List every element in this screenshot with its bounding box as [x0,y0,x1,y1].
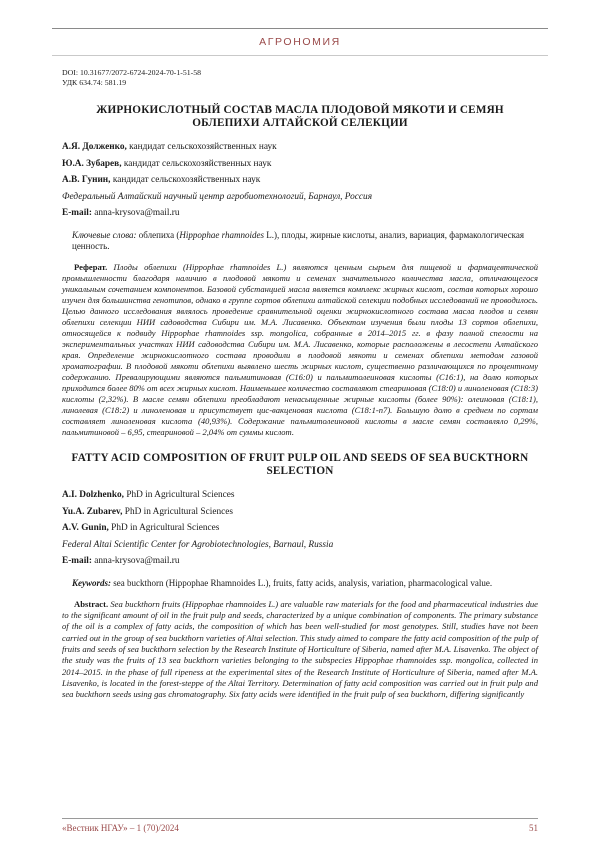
author-ru [62,159,538,171]
english-section [62,490,538,700]
keywords-text-1: облепиха ( [136,229,180,240]
doi: DOI: 10.31677/2072-6724-2024-70-1-51-58 [62,68,202,77]
email-en [62,556,538,568]
page-number: 51 [529,823,538,833]
author-name: А.В. Гунин, [62,175,111,185]
email-label: E-mail: [62,208,92,218]
keywords-label: Keywords: [72,577,111,588]
author-name: Ю.А. Зубарев, [62,158,122,169]
author-degree: PhD in Agricultural Sciences [122,506,233,517]
keywords-ru [72,230,538,253]
author-en [62,523,538,535]
affiliation-en: Federal Altai Scientific Center for Agrobiotechnologies, Barnaul, Russia [62,539,334,550]
author-degree: кандидат сельскохозяйственных наук [126,142,277,152]
email-address[interactable]: anna-krysova@mail.ru [91,556,180,567]
page-footer [62,818,538,833]
author-degree: PhD in Agricultural Sciences [124,490,235,501]
keywords-label: Ключевые слова: [72,229,137,240]
email-ru [62,208,538,220]
abstract-en [62,599,538,701]
author-degree: кандидат сельскохозяйственных наук [110,175,261,185]
abstract-ru [62,262,538,438]
section-title: АГРОНОМИЯ [259,36,341,48]
keywords-latin: Hippophae rhamnoides [179,229,264,240]
title-ru: ЖИРНОКИСЛОТНЫЙ СОСТАВ МАСЛА ПЛОДОВОЙ МЯКОТИ И СЕМЯН ОБЛЕПИХИ АЛТАЙСКОЙ СЕЛЕКЦИИ [96,104,504,129]
keywords-text-2: L.), плоды, жирные кислоты, анализ, вариация, фармакологическая ценность. [72,229,525,251]
journal-name: «Вестник НГАУ» – 1 (70)/2024 [62,823,179,833]
title-en: FATTY ACID COMPOSITION OF FRUIT PULP OIL AND SEEDS OF SEA BUCKTHORN SELECTION [71,452,529,478]
author-name: А.Я. Долженко, [62,142,127,152]
author-en [62,490,538,502]
keywords-en [72,578,538,589]
author-name: A.V. Gunin, [62,523,109,534]
section-header [52,28,548,56]
article-content [62,68,538,701]
abstract-text: Плоды облепихи (Hippophae rhamnoides L.) являются ценным сырьем для пищевой и фармацевтической промышленности благодаря наличию в плодовой мякоти и семенах значительного количества масла, отличающегося уникальным сочетанием компонентов. Базовой субстанцией масла является комплекс жирных кислот, состав которых хорошо изучен для большинства генотипов, однако в группе сортов облепихи алтайской селекции подобных исследований не проводилось. Целью данного исследования являлось проведение сравнительной оценки жирнокислотного состава масла плодов и семян облепихи селекции НИИ садоводства Сибири им. М.А. Лисавенко. Объектом изучения были плоды 13 сортов облепихи, относящейся к подвиду Hippophae rhamnoides ssp. mongolica, собранные в 2014–2015 гг. в фазу полной спелости на экспериментальных участках НИИ садоводства Сибири им. М.А. Лисавенко, которые расположены в лесостепи Алтайского края. Определение жирнокислотного состава проводили в плодовой мякоти и семенах облепихи методом газовой хроматографии. В плодовой мякоти облепихи выявлено шесть жирных кислот, существенно различающихся по процентному содержанию. Превалирующими являются пальмитиновая (С16:0) и пальмитолеиновая кислоты (С16:1), на долю которых приходится более 80% от всех жирных кислот. Наименьшее количество составляют стеариновая (С18:0) и линоленовая (С18:3) кислоты (2,32%). В масле семян облепихи преобладают ненасыщенные жирные кислоты (более 90%): олеиновая (С18:1), линолевая (С18:2) и линоленовая и присутствует цис-вакценовая кислота (С18:1-n7). Большую долю в среднем по сортам составляет линоленовая кислота (40,93%). Содержание пальмитолеиновой кислоты в масле семян составляло 0,29%, пальмитиновой – 6,95, стеариновой – 2,04% от суммы кислот. [62,262,538,438]
keywords-text: sea buckthorn (Hippophae Rhamnoides L.), fruits, fatty acids, analysis, variation, pharmacological value. [111,577,493,588]
email-label: E-mail: [62,556,92,567]
abstract-text: Sea buckthorn fruits (Hippophae rhamnoides L.) are valuable raw materials for the food and pharmaceutical industries due to the significant amount of oil in the fruit pulp and seeds, characterized by a unique combination of components. The primary substance of the oil is a complex of fatty acids, the composition of which has been well-studied for most genotypes. Still, studies have not been carried out in the group of sea buckthorn varieties of Altai selection. This study aimed to compare the fatty acid composition of the pulp of fruits and seeds of sea buckthorn selection by the Research Institute of Horticulture of Siberia, named after M.A. Lisavenko. The object of the study was the fruits of 13 sea buckthorn varieties belonging to the subspecies Hippophae rhamnoides ssp. mongolica, collected in 2014–2015. in the phase of full ripeness at the experimental sites of the Research Institute of Horticulture of Siberia, named after M.A. Lisavenko, is located in the forest-steppe of the Altai Territory. Determination of fatty acid composition was carried out in fruit pulp and sea buckthorn seeds using gas chromatography. Six fatty acids were identified in the fruit pulp of sea buckthorn, differing significantly [62,598,538,700]
author-degree: PhD in Agricultural Sciences [108,523,220,534]
abstract-label: Реферат. [74,262,108,273]
author-name: A.I. Dolzhenko, [62,490,124,501]
udc: УДК 634.74: 581.19 [62,78,127,87]
author-en [62,507,538,519]
author-degree: кандидат сельскохозяйственных наук [121,158,272,169]
author-ru [62,142,538,154]
email-address[interactable]: anna-krysova@mail.ru [91,208,180,218]
affiliation-ru: Федеральный Алтайский научный центр агробиотехнологий, Барнаул, Россия [62,191,373,202]
abstract-label: Abstract. [74,598,109,609]
author-name: Yu.A. Zubarev, [62,506,123,517]
author-ru [62,175,538,187]
